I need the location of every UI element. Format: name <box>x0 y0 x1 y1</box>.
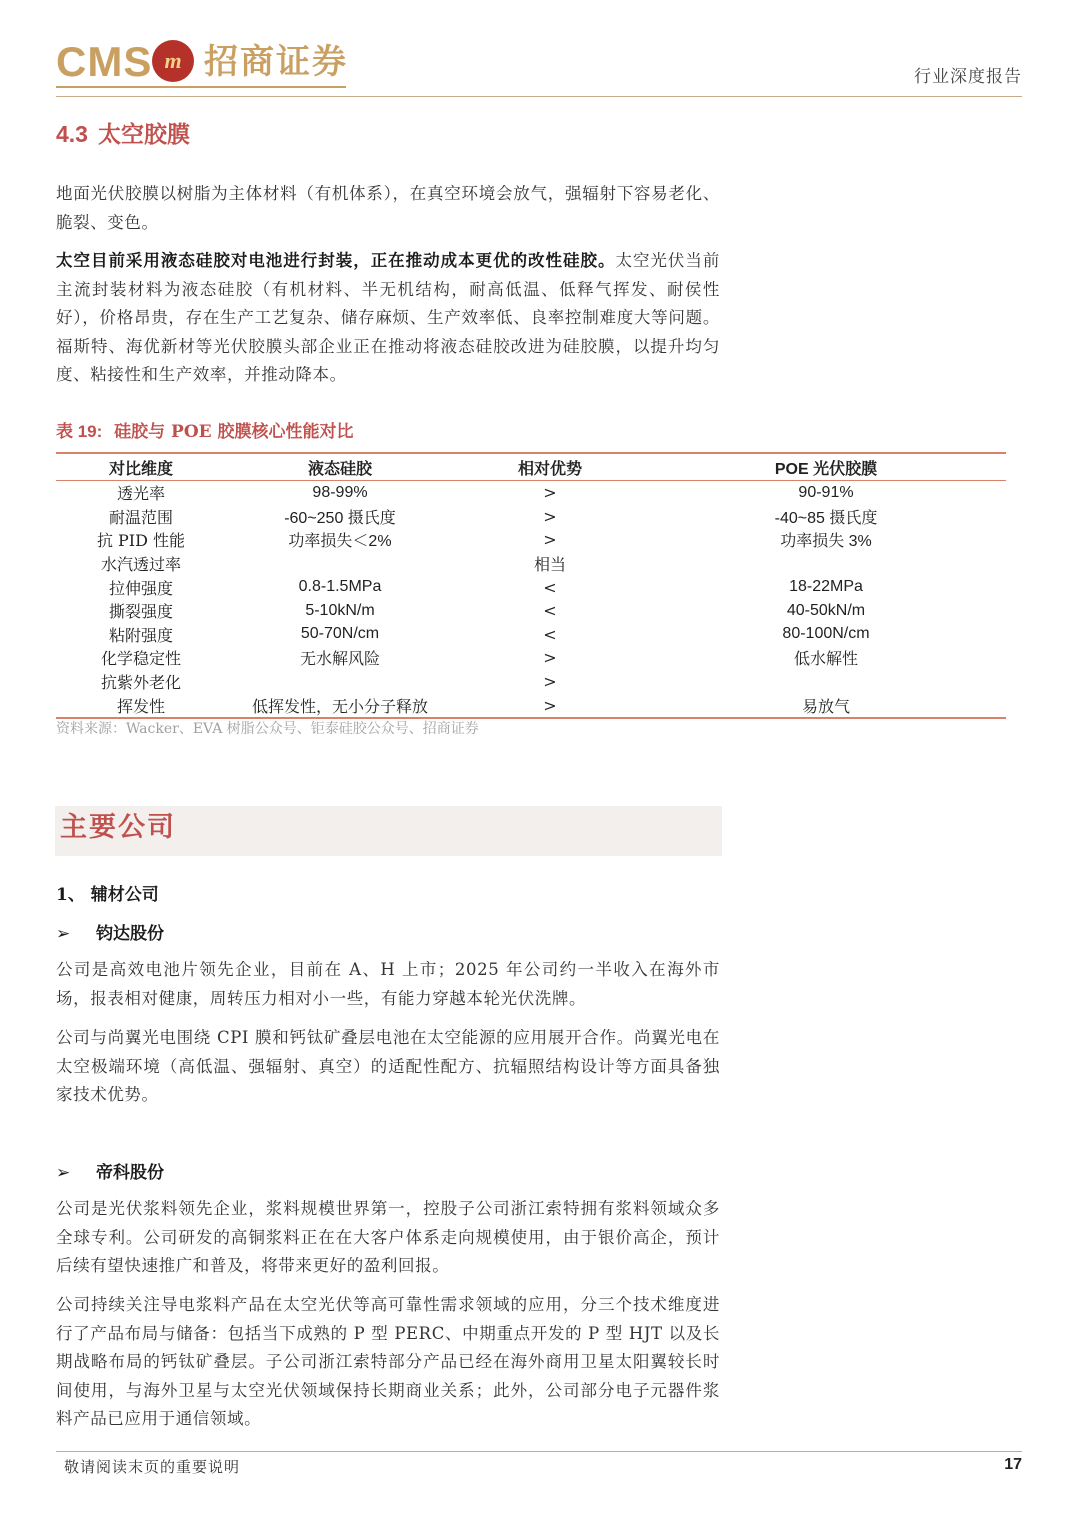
table-cell: 低水解性 <box>793 651 858 669</box>
company-paragraph: 公司与尚翼光电围绕 CPI 膜和钙钛矿叠层电池在太空能源的应用展开合作。尚翼光电在太空极端环境（高低温、强辐射、真空）的适配性配方、抗辐照结构设计等方面具备独家技术优势。 <box>56 1028 720 1104</box>
section-title <box>56 116 190 149</box>
table-cell <box>226 552 454 576</box>
table-cell: 抗紫外老化 <box>100 673 181 693</box>
table-cell: 80-100N/cm <box>782 625 870 643</box>
table-cell: > <box>543 506 557 526</box>
table-cell <box>646 670 1006 694</box>
footer-divider <box>56 1451 1022 1452</box>
table-cell: 撕裂强度 <box>108 602 173 622</box>
table-row <box>56 646 1006 670</box>
table-row <box>56 552 1006 576</box>
company-heading <box>56 919 164 944</box>
table-cell: > <box>543 672 557 692</box>
table-cell: 相当 <box>533 555 566 575</box>
table-cell: 50-70N/cm <box>300 625 380 643</box>
table-cell: 透光率 <box>116 484 165 504</box>
paragraph-2 <box>56 247 720 390</box>
table-cell: > <box>543 483 557 503</box>
company-paragraph: 公司持续关注导电浆料产品在太空光伏等高可靠性需求领域的应用，分三个技术维度进行了产品布局与储备：包括当下成熟的 P 型 PERC、中期重点开发的 P 型 HJT 以及长期战略布局的钙钛矿叠层。子公司浙江索特部分产品已经在海外商用卫星太阳翼较长时间使用，与海外卫星与太空光伏领域保持长期商业关系；此外，公司部分电子元器件浆料产品已应用于通信领域。 <box>56 1295 720 1428</box>
table-cell: 18-22MPa <box>789 578 863 596</box>
company-paragraph: 公司是光伏浆料领先企业，浆料规模世界第一，控股子公司浙江索特拥有浆料领域众多全球专利。公司研发的高铜浆料正在在大客户体系走向规模使用，由于银价高企，预计后续有望快速推广和普及，将带来更好的盈利回报。 <box>56 1199 720 1275</box>
table-cell: 低挥发性，无小分子释放 <box>226 693 454 718</box>
table-row <box>56 481 1006 505</box>
table-cell: 0.8-1.5MPa <box>298 578 382 596</box>
comparison-table <box>56 452 1006 719</box>
table-header-cell: POE 光伏胶膜 <box>646 453 1006 481</box>
table-row <box>56 575 1006 599</box>
table-cell: 90-91% <box>798 483 854 501</box>
main-section-title: 主要公司 <box>60 812 176 843</box>
table-cell: > <box>454 693 646 718</box>
table-source: 资料来源：Wacker、EVA 树脂公众号、钜泰硅胶公众号、招商证券 <box>56 721 479 737</box>
table-cell: 拉伸强度 <box>108 578 173 598</box>
paragraph-2-bold: 太空目前采用液态硅胶对电池进行封装，正在推动成本更优的改性硅胶。 <box>56 251 616 270</box>
logo-company-name: 招商证券 <box>204 42 348 82</box>
table-cell: 化学稳定性 <box>100 649 181 669</box>
company-paragraph: 公司是高效电池片领先企业，目前在 A、H 上市；2025 年公司约一半收入在海外市场，报表相对健康，周转压力相对小一些，有能力穿越本轮光伏洗牌。 <box>56 960 720 1008</box>
table-cell: -40~85 摄氏度 <box>774 509 878 527</box>
table-header-cell: 对比维度 <box>56 453 226 481</box>
table-row <box>56 623 1006 647</box>
section-number: 4.3 <box>56 121 88 147</box>
company-heading <box>56 1158 164 1183</box>
table-cell <box>646 552 1006 576</box>
table-title-text: 硅胶与 POE 胶膜核心性能对比 <box>114 422 354 442</box>
subsection-title: 1、 辅材公司 <box>56 885 159 905</box>
table-row <box>56 599 1006 623</box>
table-cell: 耐温范围 <box>108 507 173 527</box>
logo-underline <box>56 86 346 88</box>
table-cell: -60~250 摄氏度 <box>284 509 396 527</box>
table-cell <box>226 670 454 694</box>
table-header-cell: 液态硅胶 <box>226 453 454 481</box>
table-cell: 98-99% <box>312 483 368 501</box>
table-title <box>56 417 354 442</box>
company-name: 帝科股份 <box>96 1163 164 1183</box>
table-cell: < <box>543 624 557 644</box>
table-cell: 挥发性 <box>56 693 226 718</box>
logo-cms-text: CMS <box>56 38 153 85</box>
table-cell: 易放气 <box>646 693 1006 718</box>
paragraph-1: 地面光伏胶膜以树脂为主体材料（有机体系），在真空环境会放气，强辐射下容易老化、脆裂、变色。 <box>56 184 720 232</box>
table-cell: 无水解风险 <box>299 651 380 669</box>
arrow-bullet-icon: ➢ <box>56 924 71 944</box>
table-cell: 水汽透过率 <box>100 555 181 575</box>
company-name: 钧达股份 <box>96 924 164 944</box>
table-row <box>56 693 1006 718</box>
table-header-row <box>56 453 1006 481</box>
table-cell: 功率损失＜2% <box>288 533 392 551</box>
page-number: 17 <box>1004 1456 1022 1473</box>
table-title-label: 表 19: <box>56 422 103 441</box>
paragraph-2-rest: 太空光伏当前主流封装材料为液态硅胶（有机材料、半无机结构，耐高低温、低释气挥发、耐侯性好），价格昂贵，存在生产工艺复杂、储存麻烦、生产效率低、良率控制难度大等问题。福斯特、海优新材等光伏胶膜头部企业正在推动将液态硅胶改进为硅胶膜，以提升均匀度、粘接性和生产效率，并推动降本。 <box>56 251 721 384</box>
section-title-text: 太空胶膜 <box>97 121 190 148</box>
table-cell: > <box>543 530 557 550</box>
footer-notice: 敬请阅读末页的重要说明 <box>64 1458 241 1476</box>
table-row <box>56 528 1006 552</box>
table-header-cell: 相对优势 <box>454 453 646 481</box>
table-cell: 功率损失 3% <box>780 533 872 551</box>
report-type: 行业深度报告 <box>914 67 1022 87</box>
table-cell: < <box>543 577 557 597</box>
logo-emblem-icon: m <box>152 40 194 82</box>
table-cell: 40-50kN/m <box>786 601 866 619</box>
table-row <box>56 505 1006 529</box>
header-divider <box>56 96 1022 97</box>
table-cell: 5-10kN/m <box>305 601 375 619</box>
table-cell: 粘附强度 <box>108 625 173 645</box>
table-cell: 抗 PID 性能 <box>96 531 186 551</box>
table-cell: < <box>543 601 557 621</box>
arrow-bullet-icon: ➢ <box>56 1163 71 1183</box>
table-cell: > <box>543 648 557 668</box>
table-row <box>56 670 1006 694</box>
